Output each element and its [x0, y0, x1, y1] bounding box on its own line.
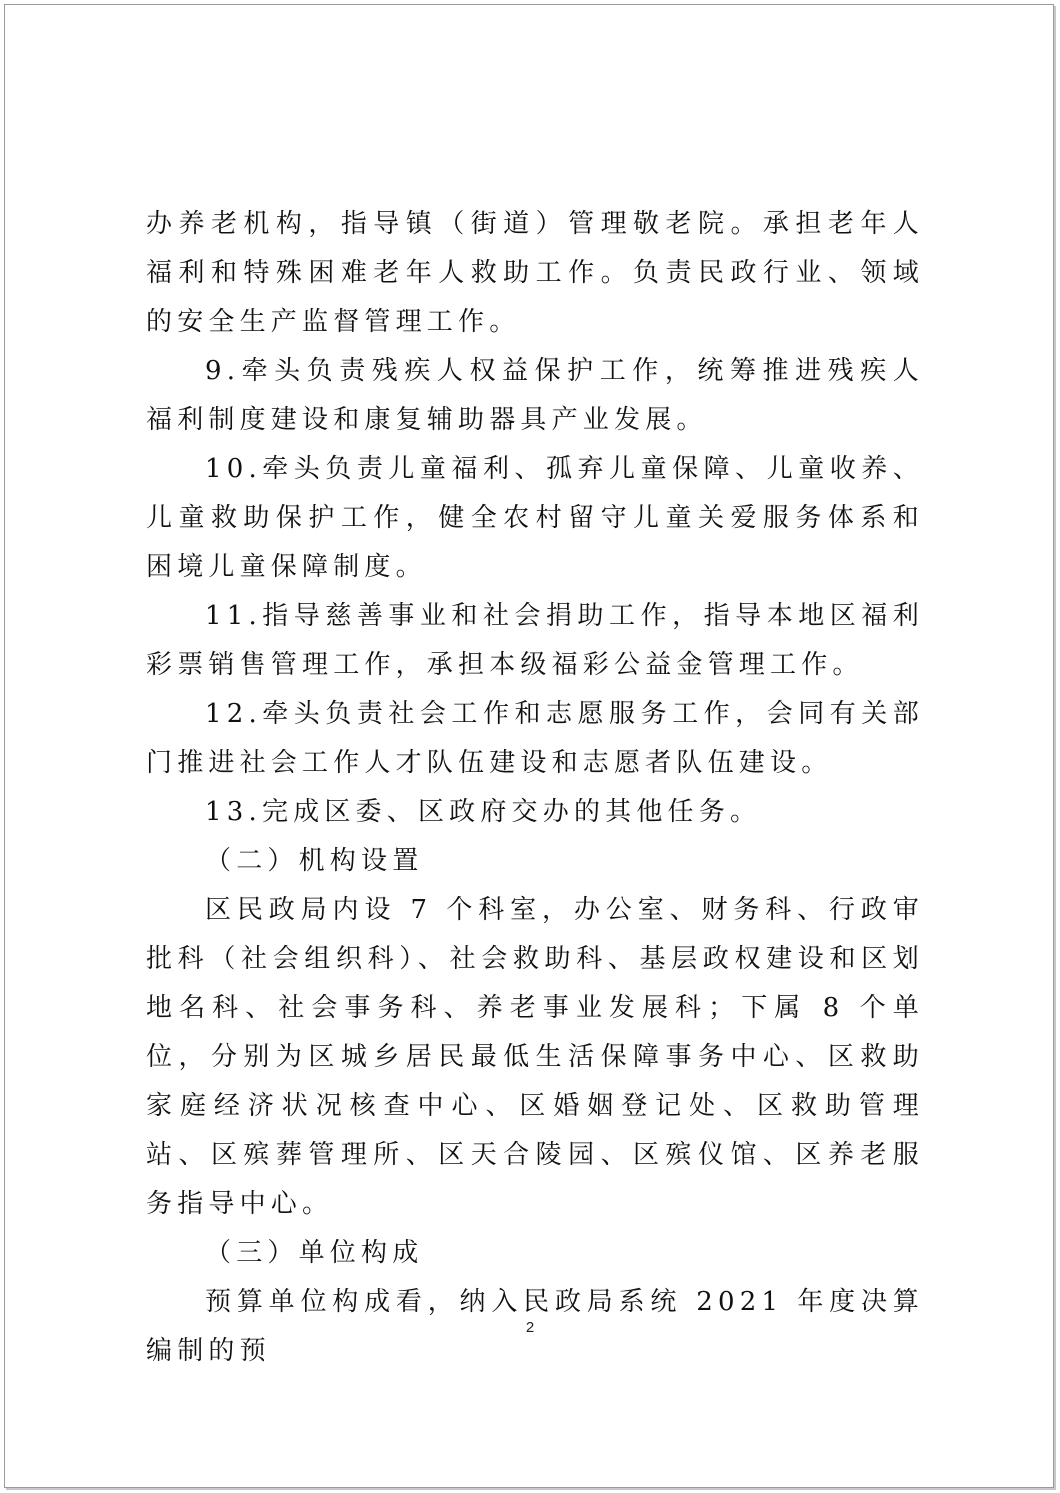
- paragraph-units: 预算单位构成看，纳入民政局系统 2021 年度决算编制的预: [146, 1287, 924, 1366]
- paragraph-institutions: 区民政局内设 7 个科室，办公室、财务科、行政审批科（社会组织科）、社会救助科、基层政权建设和区划地名科、社会事务科、养老事业发展科；下属 8 个单位，分别为区城乡居民最低生活保障事务中心、区救助家庭经济状况核查中心、区婚姻登记处、区救助管理站、区殡葬管理所、区天合陵园、区殡仪馆、区养老服务指导中心。: [146, 895, 924, 1219]
- paragraph-item-10: 10.牵头负责儿童福利、孤弃儿童保障、儿童收养、儿童救助保护工作，健全农村留守儿童关爱服务体系和困境儿童保障制度。: [146, 454, 924, 582]
- paragraph-continuation: 办养老机构，指导镇（街道）管理敬老院。承担老年人福利和特殊困难老年人救助工作。负责民政行业、领域的安全生产监督管理工作。: [146, 209, 924, 337]
- paragraph-item-13: 13.完成区委、区政府交办的其他任务。: [205, 797, 762, 827]
- document-body: [146, 200, 924, 1376]
- paragraph-item-11: 11.指导慈善事业和社会捐助工作，指导本地区福利彩票销售管理工作，承担本级福彩公益金管理工作。: [146, 601, 924, 680]
- paragraph-item-12: 12.牵头负责社会工作和志愿服务工作，会同有关部门推进社会工作人才队伍建设和志愿者队伍建设。: [146, 699, 924, 778]
- section-heading-units: （三）单位构成: [205, 1238, 424, 1268]
- page-number: 2: [525, 1319, 535, 1336]
- paragraph-item-9: 9.牵头负责残疾人权益保护工作，统筹推进残疾人福利制度建设和康复辅助器具产业发展。: [146, 356, 924, 435]
- section-heading-institutions: （二）机构设置: [205, 846, 424, 876]
